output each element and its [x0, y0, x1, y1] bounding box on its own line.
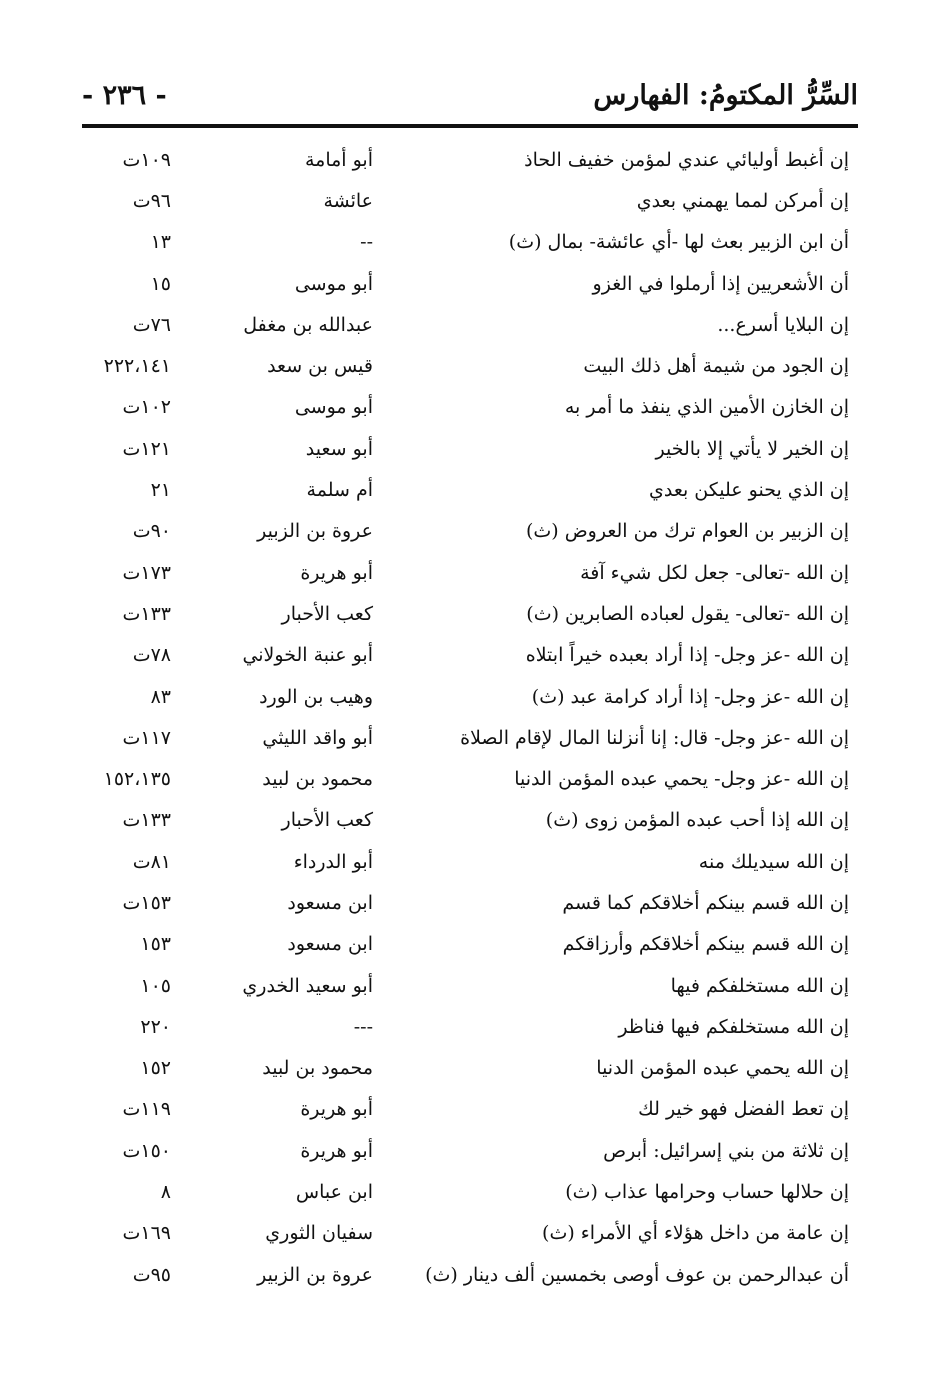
narrator-name: أبو أمامة	[304, 148, 373, 171]
index-row	[0, 552, 947, 593]
page-reference: ١٥	[150, 272, 171, 295]
index-row	[0, 1048, 947, 1089]
narrator-name: --	[360, 231, 373, 254]
hadith-text: إن البلايا أسرع...	[717, 313, 849, 336]
page-reference: ١٥٣ت	[122, 891, 171, 914]
page-reference: ١٣	[150, 231, 171, 254]
narrator-name: عروة بن الزبير	[257, 520, 373, 543]
page-reference: ٩٥ت	[132, 1263, 171, 1286]
page-reference: ١٠٢ت	[122, 396, 171, 419]
index-row	[0, 263, 947, 304]
page-reference: ١٢١ت	[122, 437, 171, 460]
index-row	[0, 800, 947, 841]
hadith-text: إن الله -عز وجل- إذا أراد بعبده خيراً ابتلاه	[525, 644, 849, 667]
index-row	[0, 1254, 947, 1295]
hadith-text: إن الزبير بن العوام ترك من العروض (ث)	[525, 520, 849, 543]
narrator-name: أبو سعيد	[305, 437, 373, 460]
narrator-name: سفيان الثوري	[265, 1222, 373, 1245]
hadith-text: إن حلالها حساب وحرامها عذاب (ث)	[565, 1181, 849, 1204]
page-reference: ١٥٠ت	[122, 1139, 171, 1162]
index-row	[0, 139, 947, 180]
index-row	[0, 222, 947, 263]
index-row	[0, 511, 947, 552]
index-row	[0, 841, 947, 882]
narrator-name: قيس بن سعد	[267, 355, 373, 378]
narrator-name: ابن مسعود	[287, 933, 373, 956]
page-reference: ٧٨ت	[132, 644, 171, 667]
narrator-name: أبو واقد الليثي	[262, 726, 373, 749]
narrator-name: أبو موسى	[294, 396, 373, 419]
index-row	[0, 676, 947, 717]
page-reference: ٨٣	[150, 685, 171, 708]
page-reference: ١١٧ت	[122, 726, 171, 749]
narrator-name: ابن مسعود	[287, 891, 373, 914]
index-row	[0, 635, 947, 676]
page-reference: ٧٦ت	[132, 313, 171, 336]
hadith-text: إن أمركن لمما يهمني بعدي	[636, 189, 849, 212]
page-number: - ٢٣٦ -	[82, 80, 167, 111]
index-row	[0, 1213, 947, 1254]
hadith-text: إن ثلاثة من بني إسرائيل: أبرص	[603, 1139, 849, 1162]
hadith-text: إن الله قسم بينكم أخلاقكم وأرزاقكم	[562, 933, 849, 956]
index-row	[0, 965, 947, 1006]
hadith-text: أن الأشعريين إذا أرملوا في الغزو	[592, 272, 849, 295]
hadith-text: إن الخازن الأمين الذي ينفذ ما أمر به	[564, 396, 849, 419]
page-reference: ١٧٣ت	[122, 561, 171, 584]
narrator-name: ---	[353, 1015, 373, 1038]
hadith-text: أن ابن الزبير بعث لها -أي عائشة- بمال (ث)	[508, 231, 849, 254]
index-row	[0, 924, 947, 965]
page-reference: ١٣٣ت	[122, 602, 171, 625]
index-row	[0, 304, 947, 345]
page-reference: ٨١ت	[132, 850, 171, 873]
header-rule	[82, 124, 858, 128]
narrator-name: أبو هريرة	[300, 1139, 373, 1162]
narrator-name: أم سلمة	[306, 479, 373, 502]
narrator-name: كعب الأحبار	[281, 602, 373, 625]
hadith-text: إن الله يحمي عبده المؤمن الدنيا	[596, 1057, 849, 1080]
page-reference: ٩٦ت	[132, 189, 171, 212]
narrator-name: محمود بن لبيد	[262, 768, 373, 791]
index-row	[0, 882, 947, 923]
hadith-text: إن الله مستخلفكم فيها	[670, 974, 849, 997]
hadith-text: إن الله إذا أحب عبده المؤمن زوى (ث)	[545, 809, 849, 832]
page-reference: ٢١	[150, 479, 171, 502]
index-row	[0, 1006, 947, 1047]
hadith-text: إن عامة من داخل هؤلاء أي الأمراء (ث)	[542, 1222, 849, 1245]
index-row	[0, 1089, 947, 1130]
hadith-text: أن عبدالرحمن بن عوف أوصى بخمسين ألف دينار (ث)	[425, 1263, 849, 1286]
page-reference: ١٣٣ت	[122, 809, 171, 832]
hadith-text: إن الخير لا يأتي إلا بالخير	[655, 437, 849, 460]
index-row	[0, 758, 947, 799]
page-reference: ١٦٩ت	[122, 1222, 171, 1245]
page-reference: ١٠٩ت	[122, 148, 171, 171]
narrator-name: أبو سعيد الخدري	[242, 974, 373, 997]
page-reference: ١١٩ت	[122, 1098, 171, 1121]
page-reference: ٩٠ت	[132, 520, 171, 543]
page-reference: ١٥٣	[140, 933, 171, 956]
book-title: السِّرُّ المكتومُ: الفهارس	[593, 80, 858, 111]
narrator-name: عروة بن الزبير	[257, 1263, 373, 1286]
index-row	[0, 428, 947, 469]
page-reference: ١٥٢	[140, 1057, 171, 1080]
hadith-text: إن الله قسم بينكم أخلاقكم كما قسم	[562, 891, 849, 914]
hadith-text: إن الجود من شيمة أهل ذلك البيت	[583, 355, 849, 378]
narrator-name: أبو هريرة	[300, 1098, 373, 1121]
hadith-text: إن الله -تعالى- جعل لكل شيء آفة	[580, 561, 849, 584]
hadith-text: إن تعط الفضل فهو خير لك	[638, 1098, 849, 1121]
narrator-name: عبدالله بن مغفل	[243, 313, 373, 336]
index-list	[0, 139, 947, 1295]
index-row	[0, 1171, 947, 1212]
page-reference: ١٥٢،١٣٥	[103, 768, 171, 791]
index-row	[0, 387, 947, 428]
hadith-text: إن الله -عز وجل- إذا أراد كرامة عبد (ث)	[531, 685, 849, 708]
hadith-text: إن الله -عز وجل- يحمي عبده المؤمن الدنيا	[514, 768, 849, 791]
narrator-name: أبو الدرداء	[293, 850, 373, 873]
index-row	[0, 180, 947, 221]
hadith-text: إن الله مستخلفكم فيها فناظر	[618, 1015, 849, 1038]
hadith-text: إن الله -عز وجل- قال: إنا أنزلنا المال لإقام الصلاة	[460, 726, 849, 749]
index-row	[0, 717, 947, 758]
narrator-name: محمود بن لبيد	[262, 1057, 373, 1080]
index-row	[0, 1130, 947, 1171]
narrator-name: أبو موسى	[294, 272, 373, 295]
page-reference: ١٠٥	[140, 974, 171, 997]
page-header	[82, 78, 858, 122]
narrator-name: أبو هريرة	[300, 561, 373, 584]
hadith-text: إن الذي يحنو عليكن بعدي	[648, 479, 849, 502]
index-row	[0, 345, 947, 386]
index-row	[0, 469, 947, 510]
page-reference: ٢٢٢،١٤١	[103, 355, 171, 378]
hadith-text: إن أغبط أوليائي عندي لمؤمن خفيف الحاذ	[524, 148, 849, 171]
index-row	[0, 593, 947, 634]
page-reference: ٢٢٠	[140, 1015, 171, 1038]
narrator-name: ابن عباس	[295, 1181, 373, 1204]
narrator-name: عائشة	[323, 189, 373, 212]
narrator-name: كعب الأحبار	[281, 809, 373, 832]
hadith-text: إن الله -تعالى- يقول لعباده الصابرين (ث)	[526, 602, 849, 625]
hadith-text: إن الله سيديلك منه	[698, 850, 849, 873]
narrator-name: وهيب بن الورد	[259, 685, 373, 708]
narrator-name: أبو عنبة الخولاني	[242, 644, 373, 667]
page-reference: ٨	[160, 1181, 171, 1204]
